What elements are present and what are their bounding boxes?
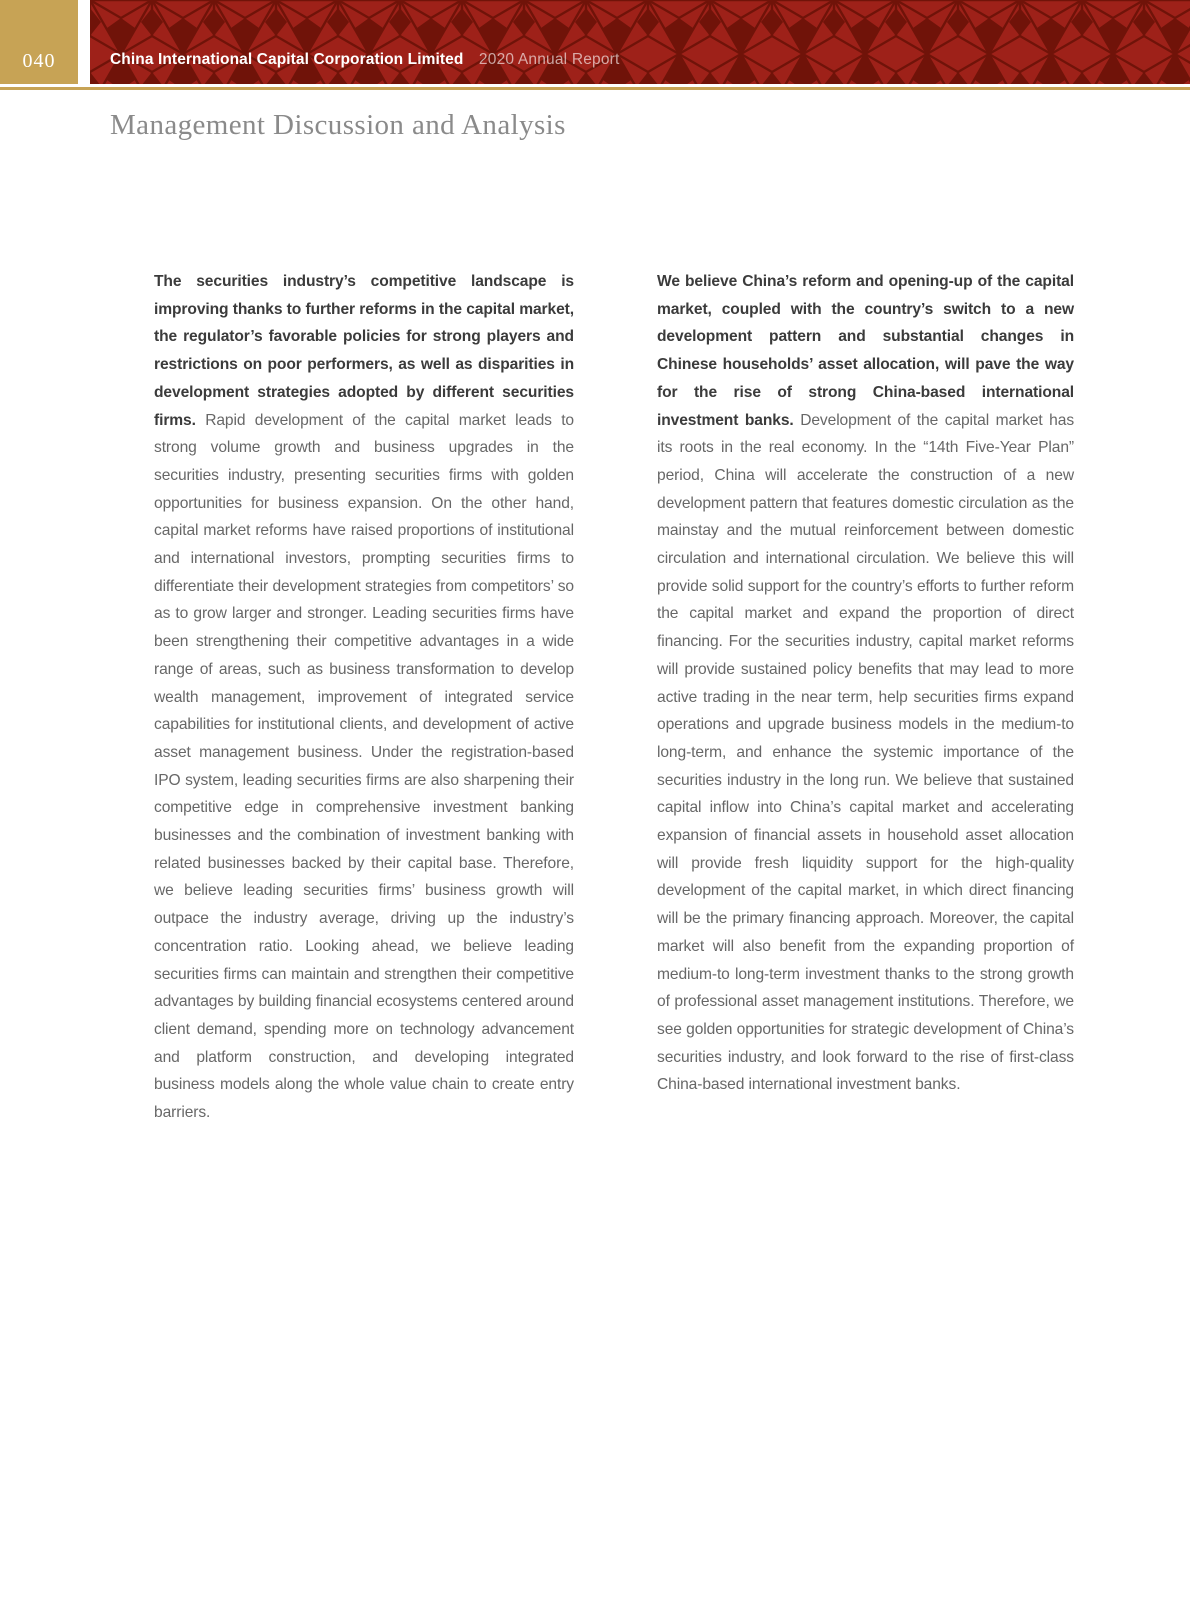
report-edition: 2020 Annual Report: [478, 51, 620, 68]
right-body-text: Development of the capital market has its roots in the real economy. In the “14th Five-Year Plan” period, China will accelerate the construction of a new development pattern that features domestic circulation as the mainstay and the mutual reinforcement between domestic circulation and international circulation. We believe this will provide solid support for the country’s efforts to further reform the capital market and expand the proportion of direct financing. For the securities industry, capital market reforms will provide sustained policy benefits that may lead to more active trading in the near term, help securities firms expand operations and upgrade business models in the medium-to long-term, and enhance the systemic importance of the securities industry in the long run. We believe that sustained capital inflow into China’s capital market and accelerating expansion of financial assets in household asset allocation will provide fresh liquidity support for the high-quality development of the capital market, in which direct financing will be the primary financing approach. Moreover, the capital market will also benefit from the expanding proportion of medium-to long-term investment thanks to the strong growth of professional asset management institutions. Therefore, we see golden opportunities for strategic development of China’s securities industry, and look forward to the rise of first-class China-based international investment banks.: [657, 411, 1075, 1094]
right-paragraph: [657, 268, 1074, 1099]
banner-text: [110, 51, 620, 69]
page-header: [0, 0, 1190, 84]
asanoha-pattern-background: [90, 0, 1190, 84]
company-name: China International Capital Corporation Limited: [110, 51, 464, 68]
left-paragraph: [154, 268, 574, 1127]
content-columns: [154, 268, 1074, 1127]
right-column: [657, 268, 1074, 1127]
left-column: [154, 268, 574, 1127]
left-body-text: Rapid development of the capital market leads to strong volume growth and business upgrades in the securities industry, presenting securities firms with golden opportunities for business expansion. On the other hand, capital market reforms have raised proportions of institutional and international investors, prompting securities firms to differentiate their development strategies from competitors’ so as to grow larger and stronger. Leading securities firms have been strengthening their competitive advantages in a wide range of areas, such as business transformation to develop wealth management, improvement of integrated service capabilities for institutional clients, and development of active asset management business. Under the registration-based IPO system, leading securities firms are also sharpening their competitive edge in comprehensive investment banking businesses and the combination of investment banking with related businesses backed by their capital base. Therefore, we believe leading securities firms’ business growth will outpace the industry average, driving up the industry’s concentration ratio. Looking ahead, we believe leading securities firms can maintain and strengthen their competitive advantages by building financial ecosystems centered around client demand, spending more on technology advancement and platform construction, and developing integrated business models along the whole value chain to create entry barriers.: [154, 411, 574, 1122]
right-lead-sentence: We believe China’s reform and opening-up of the capital market, coupled with the country’s switch to a new development pattern and substantial changes in Chinese households’ asset allocation, will pave the way for the rise of strong China-based international investment banks.: [657, 273, 1074, 429]
gold-divider: [0, 87, 1190, 90]
header-banner: [90, 0, 1190, 84]
left-lead-sentence: The securities industry’s competitive landscape is improving thanks to further reforms in the capital market, the regulator’s favorable policies for strong players and restrictions on poor performers, as well as disparities in development strategies adopted by different securities firms.: [154, 273, 574, 429]
section-title: Management Discussion and Analysis: [110, 109, 566, 141]
page-number-box: [0, 0, 78, 84]
page-number: 040: [22, 50, 56, 72]
